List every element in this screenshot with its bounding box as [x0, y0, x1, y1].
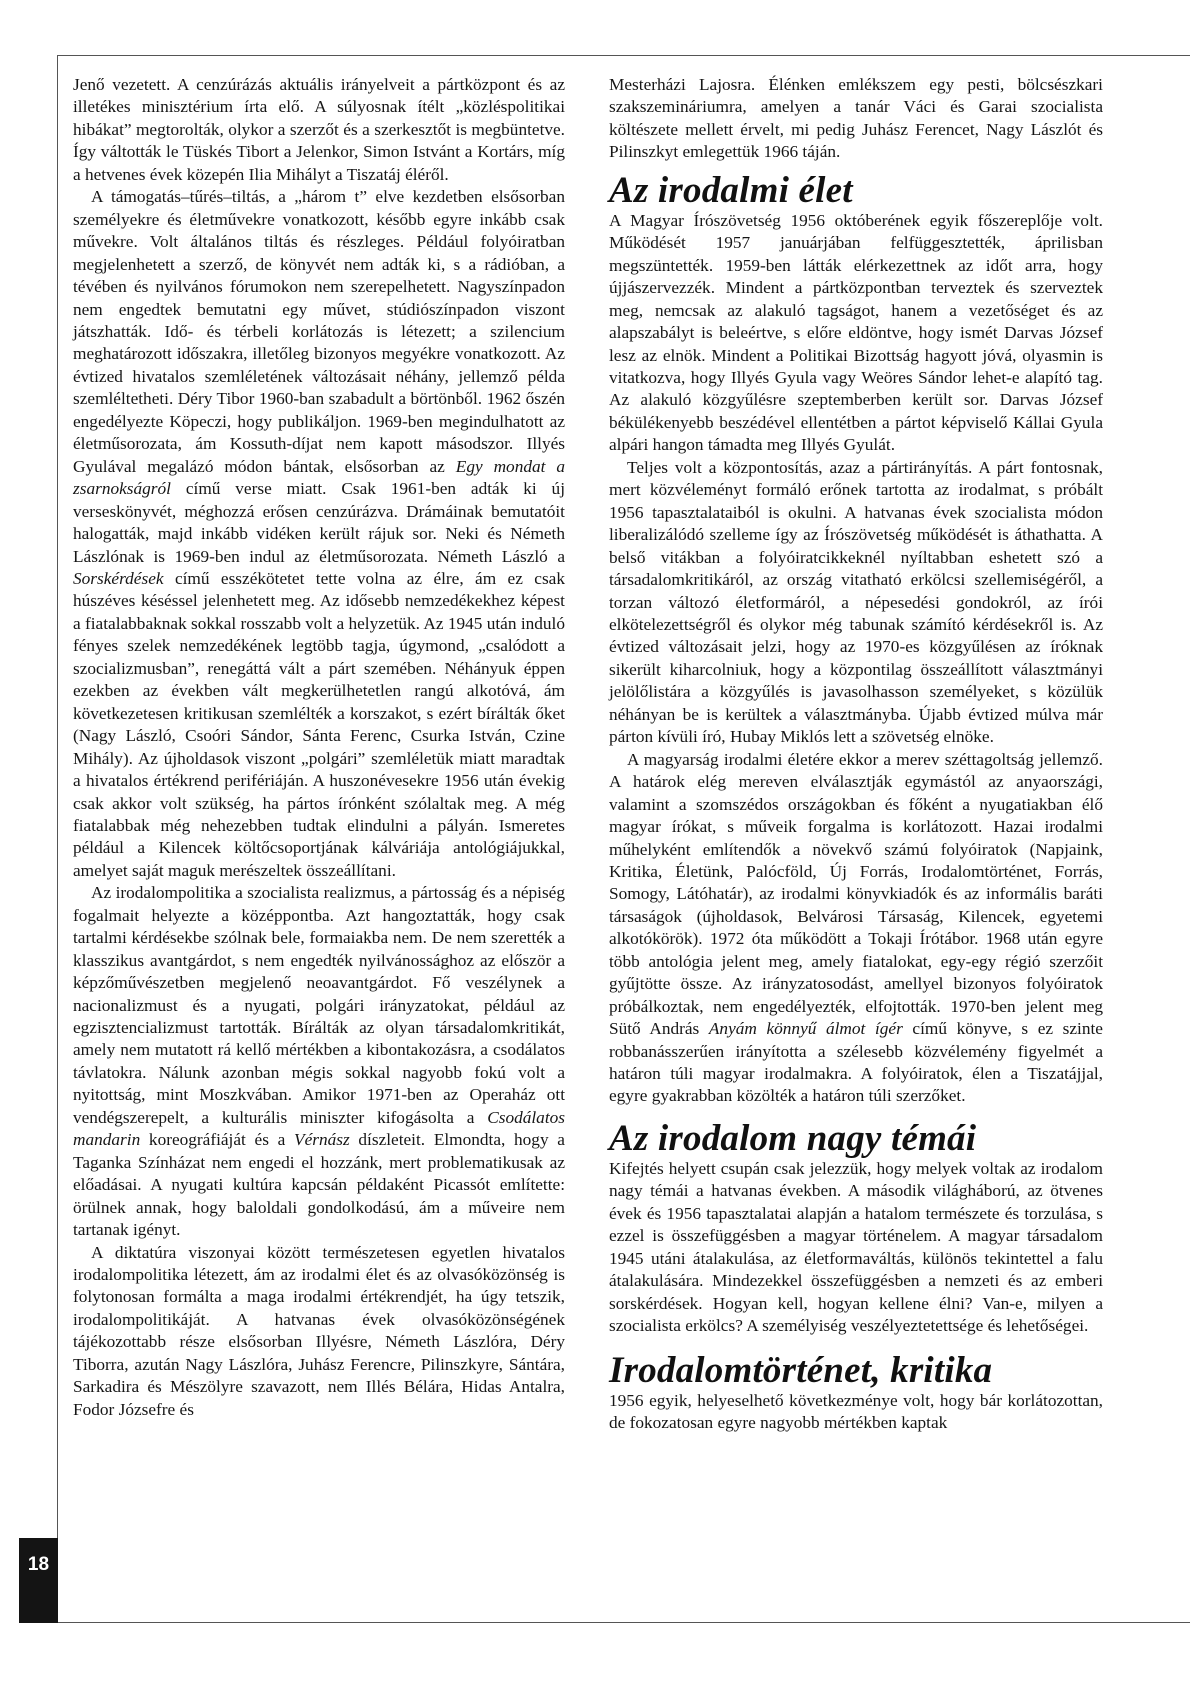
paragraph: Teljes volt a központosítás, azaz a pártirányítás. A párt fontosnak, mert közvéleményt formáló erőnek tartotta az irodalmat, s próbált 1956 tapasztalataiból is okulni. A hatvanas évek szocialista módon liberalizálódó szelleme így az Írószövetség működését is áthathatta. A belső vitákban a folyóiratcikkeknél nyíltabban eshetett szó a társadalomkritikáról, az ország vitatható erkölcsi szellemiségéről, a torzan változó életformáról, a népesedési gondokról, az írói elkötelezettségről és olykor még tabunak számító kérdésekről is. Az évtized változásait jelzi, hogy az 1970-es közgyűlésen az íróknak sikerült kiharcolniuk, hogy a központilag összeállított választmányi jelölőlistára a közgyűlés is javasolhasson személyeket, s közülük néhányan be is kerültek a választmányba. Újabb évtized múlva már párton kívüli író, Hubay Miklós lett a szövetség elnöke.	[609, 457, 1103, 747]
section-heading: Az irodalmi élet	[609, 169, 853, 211]
paragraph: Kifejtés helyett csupán csak jelezzük, hogy melyek voltak az irodalom nagy témái a hatvanas években. A második világháború, az ötvenes évek és 1956 tapasztalatai alapján a hatalom természete és torzulása, s ezzel is összefüggésben a magyar történelem. A magyar társadalom 1945 utáni átalakulása, az életformaváltás, különös tekintettel a falu átalakulására. Mindezekkel összefüggésben a nemzeti és az emberi sorskérdések. Hogyan kell, hogyan kellene élni? Van-e, milyen a szocialista erkölcs? A személyiség veszélyeztetettsége és lehetőségei.	[609, 1158, 1103, 1336]
paragraph-text: című könyve, s ez szinte robbanásszerűen irányította a szélesebb közvélemény figyelmét a határon túli magyar irodalmakra. A folyóiratok, élen a Tiszatájjal, egyre gyakrabban közölték a határon túli szerzőket.	[609, 1019, 1103, 1106]
section-heading: Irodalomtörténet, kritika	[609, 1349, 993, 1391]
page-frame-bottom-rule	[57, 1622, 1190, 1623]
paragraph: Mesterházi Lajosra. Élénken emlékszem egy pesti, bölcsészkari szakszemináriumra, amelyen a tanár Váci és Garai szocialista költészete mellett érvelt, mi pedig Juhász Ferencet, Nagy Lászlót és Pilinszkyt emlegettük 1966 táján.	[609, 75, 1103, 162]
page-number-tab	[19, 1538, 58, 1623]
work-title: Sorskérdések	[73, 568, 164, 588]
paragraph: A Magyar Írószövetség 1956 októberének egyik főszereplője volt. Működését 1957 januárjában felfüggesztették, áprilisban megszüntették. 1959-ben látták elérkezettnek az időt arra, hogy újjászervezzék. Mindent a pártközpontban terveztek és szerveztek meg, nemcsak az alakuló tagságot, hanem a vezetőséget és az alapszabályt is beleértve, s előre eldöntve, hogy ismét Darvas József lesz az elnök. Mindent a Politikai Bizottság hagyott jóvá, olyasmin is vitatkozva, hogy Illyés Gyula vagy Weöres Sándor lehet-e alapító tag. Az alakuló közgyűlésre szeptemberben került sor. Darvas József békülékenyebb beszédével ellentétben a pártot képviselő Kállai Gyula alpári hangon támadta meg Illyés Gyulát.	[609, 210, 1103, 455]
page-number: 18	[27, 1554, 50, 1575]
paragraph: A diktatúra viszonyai között természetesen egyetlen hivatalos irodalompolitika létezett, ám az irodalmi élet és az olvasóközönség is folytonosan formálta a maga irodalmi értékrendjét, ha úgy tetszik, irodalompolitikáját. A hatvanas évek olvasóközönségének tájékozottabb része elsősorban Illyésre, Németh Lászlóra, Déry Tiborra, azután Nagy Lászlóra, Juhász Ferencre, Pilinszkyre, Sántára, Sarkadira és Mészölyre szavazott, nem Illés Bélára, Hidas Antalra, Fodor Józsefre és	[73, 1242, 565, 1419]
page-frame-left-rule	[57, 55, 58, 1623]
work-title: Vérnász	[294, 1130, 350, 1150]
work-title: Csodálatos mandarin	[73, 1107, 565, 1150]
work-title: Anyám könnyű álmot ígér	[708, 1019, 903, 1039]
paragraph	[609, 749, 1103, 1108]
paragraph-text: A támogatás–tűrés–tiltás, a „három t” elve kezdetben elsősorban személyekre és életművekre vonatkozott, később egyre inkább csak művekre. Volt általános tiltás és részleges. Például folyóiratban megjelenhetett a szerző, de könyvét nem adták ki, s a rádióban, a tévében és nyilvános fórumokon nem szerepelhetett. Nagyszínpadon nem engedtek bemutatni egy művet, stúdiószínpadon viszont játszhatták. Idő- és térbeli korlátozás is létezett; a szilencium meghatározott időszakra, illetőleg bizonyos megyékre vonatkozott. Az évtized hivatalos szemléletének változásait néhány, jellemző példa szemléltetheti. Déry Tibor 1960-ban szabadult a börtönből. 1962 őszén engedélyezte Köpeczi, hogy publikáljon. 1969-ben megindulhatott az életműsorozata, ám Kossuth-díjat nem kapott másodszor. Illyés Gyulával megalázó módon bántak, elsősorban az	[73, 187, 565, 476]
right-column	[609, 74, 1103, 1434]
paragraph-text: Az irodalompolitika a szocialista realizmus, a pártosság és a népiség fogalmait helyezte a középpontba. Azt hangoztatták, hogy csak tartalmi kérdésekbe szólnak bele, formaiakba nem. De nem szerették a klasszikus avantgárdot, s nem engedték nyilvánossághoz az először a képzőművészetben megjelenő neoavantgárdot. Fő veszélynek a nacionalizmust és a nyugati, polgári irányzatokat, például az egzisztencializmust tartották. Bírálták az olyan társadalomkritikát, amely nem mutatott rá kellő mértékben a kibontakozásra, a csodálatos távlatokra. Nálunk azonban mégis sokkal nagyobb fokú volt a nyitottság, mint Moszkvában. Amikor 1971-ben az Operaház ott vendégszerepelt, a kulturális miniszter kifogásolta a	[73, 883, 565, 1127]
paragraph-text: díszleteit. Elmondta, hogy a Taganka Színházat nem engedi el hozzánk, mert problematikusak az előadásai. A nyugati kultúra kapcsán példaként Picassót említette: örülnek annak, hogy baloldali gondolkodású, ám a műveire nem tartanak igényt.	[73, 1130, 565, 1240]
paragraph-text: koreográfiáját és a	[148, 1130, 286, 1150]
left-column	[73, 74, 565, 1421]
work-title: Egy mondat a zsarnokságról	[73, 456, 565, 499]
paragraph	[73, 186, 565, 882]
paragraph: Jenő vezetett. A cenzúrázás aktuális irányelveit a pártközpont és az illetékes minisztérium írta elő. A súlyosnak ítélt „közléspolitikai hibákat” megtorolták, olykor a szerzőt és a szerkesztőt is megbüntetve. Így váltották le Tüskés Tibort a Jelenkor, Simon Istvánt a Kortárs, míg a hetvenes évek közepén Ilia Mihályt a Tiszatáj éléről.	[73, 75, 565, 184]
paragraph-text: című esszékötetet tette volna az élre, ám ez csak húszéves késéssel jelenhetett meg. Az idősebb nemzedékekhez képest a fiatalabbaknak sokkal rosszabb volt a helyzetük. Az 1945 után induló fényes szelek nemzedékének legtöbb tagja, úgymond, „csalódott a szocializmusban”, renegáttá vált a párt szemében. Néhányuk éppen ezekben az években vált megkerülhetetlen rangú alkotóvá, ám következetesen kritikusan szemlélték a korszakot, s ezért bírálták őket (Nagy László, Csoóri Sándor, Sánta Ferenc, Csurka István, Czine Mihály). Az újholdasok viszont „polgári” szemléletük miatt maradtak a hivatalos értékrend perifériáján. A huszonévesekre 1956 után évekig csak akkor volt szükség, ha pártos írónként szólaltak meg. A még fiatalabbak még nehezebben tudtak elindulni a pályán. Ismeretes például a Kilencek költőcsoportjának kálváriája antológiájukkal, amelyet saját maguk merészeltek összeállítani.	[73, 568, 565, 880]
paragraph: 1956 egyik, helyeselhető következménye volt, hogy bár korlátozottan, de fokozatosan egyre nagyobb mértékben kaptak	[609, 1390, 1103, 1433]
paragraph-text: című verse miatt. Csak 1961-ben adták ki új verseskönyvét, méghozzá erősen cenzúrázva. Drámáinak bemutatóit halogatták, majd inkább vidéken került rájuk sor. Neki és Németh Lászlónak is 1969-ben indul az életműsorozata. Németh László a	[73, 479, 565, 566]
paragraph-text: A magyarság irodalmi életére ekkor a merev széttagoltság jellemző. A határok elég mereven elválasztják egymástól az anyaországi, valamint a szomszédos országokban és főként a nyugatiakban élő magyar írókat, s műveik forgalma is korlátozott. Hazai irodalmi műhelyként említendők a növekvő számú folyóiratok (Napjaink, Kritika, Életünk, Palócföld, Új Forrás, Irodalomtörténet, Forrás, Somogy, Látóhatár), az irodalmi könyvkiadók és az informális baráti társaságok (újholdasok, Belvárosi Társaság, Kilencek, egyetemi alkotókörök). 1972 óta működött a Tokaji Írótábor. 1968 után egyre több antológia jelent meg, amely fiatalokat, egy-egy régió szerzőit gyűjtötte össze. Az irányzatosodást, amellyel bizonyos folyóiratok próbálkoztak, nem engedélyezték, elfojtották. 1970-ben jelent meg Sütő András	[609, 749, 1103, 1039]
section-heading: Az irodalom nagy témái	[609, 1117, 977, 1159]
page-frame-top-rule	[57, 55, 1190, 56]
paragraph	[73, 882, 565, 1241]
